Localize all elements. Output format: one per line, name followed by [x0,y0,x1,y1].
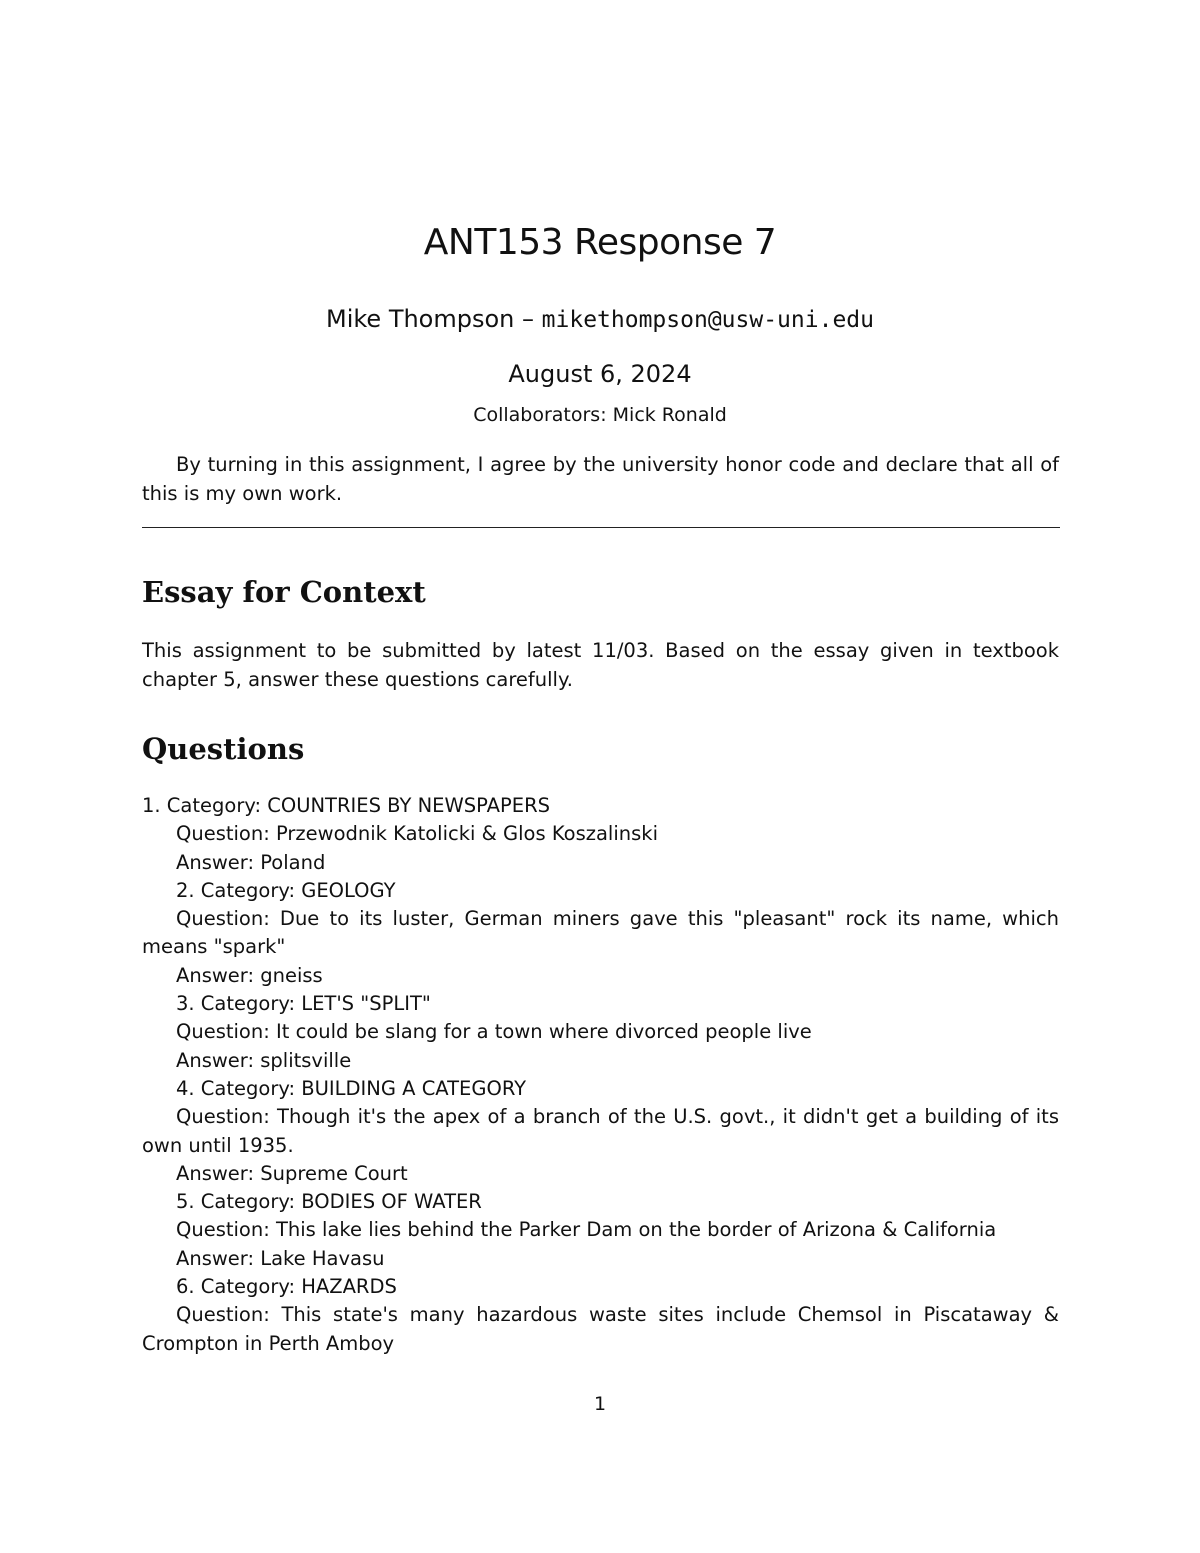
questions-list [142,792,1059,1358]
collaborators: Collaborators: Mick Ronald [473,404,727,426]
question-line: Question: Though it's the apex of a branch of the U.S. govt., it didn't get a building of its own until 1935. [142,1105,1059,1157]
question-line: Question: It could be slang for a town where divorced people live [176,1020,812,1044]
answer-line: Answer: gneiss [176,963,323,987]
page-number: 1 [593,1393,607,1415]
category-line: 6. Category: HAZARDS [176,1275,397,1299]
question-line: Question: This lake lies behind the Parker Dam on the border of Arizona & California [176,1218,997,1242]
author-email: mikethompson@usw-uni.edu [541,307,874,333]
answer-line: Answer: splitsville [176,1048,352,1072]
author-line [0,305,1200,333]
answer-line: Answer: Lake Havasu [176,1246,385,1270]
section-heading-questions: Questions [142,732,305,766]
answer-line: Answer: Supreme Court [176,1161,408,1185]
document-date: August 6, 2024 [508,360,692,388]
question-line: Question: Przewodnik Katolicki & Glos Koszalinski [176,822,658,846]
section-heading-essay: Essay for Context [142,575,426,609]
question-line: Question: This state's many hazardous waste sites include Chemsol in Piscataway & Crompton in Perth Amboy [142,1303,1059,1355]
document-title: ANT153 Response 7 [423,222,777,263]
honor-statement: By turning in this assignment, I agree by the university honor code and declare that all of this is my own work. [142,453,1059,505]
author-name: Mike Thompson [326,305,515,333]
answer-line: Answer: Poland [176,850,326,874]
category-line: 5. Category: BODIES OF WATER [176,1190,482,1214]
category-line: 2. Category: GEOLOGY [176,878,396,902]
author-separator: – [514,305,542,333]
question-line: 1. Category: COUNTRIES BY NEWSPAPERS [142,794,551,817]
category-line: 4. Category: BUILDING A CATEGORY [176,1076,527,1100]
horizontal-divider [142,527,1060,528]
category-line: 3. Category: LET'S "SPLIT" [176,992,431,1016]
question-line: Question: Due to its luster, German miners gave this "pleasant" rock its name, which means "spark" [142,907,1059,959]
essay-context-text: This assignment to be submitted by latest 11/03. Based on the essay given in textbook chapter 5, answer these questions carefully. [142,639,1059,691]
